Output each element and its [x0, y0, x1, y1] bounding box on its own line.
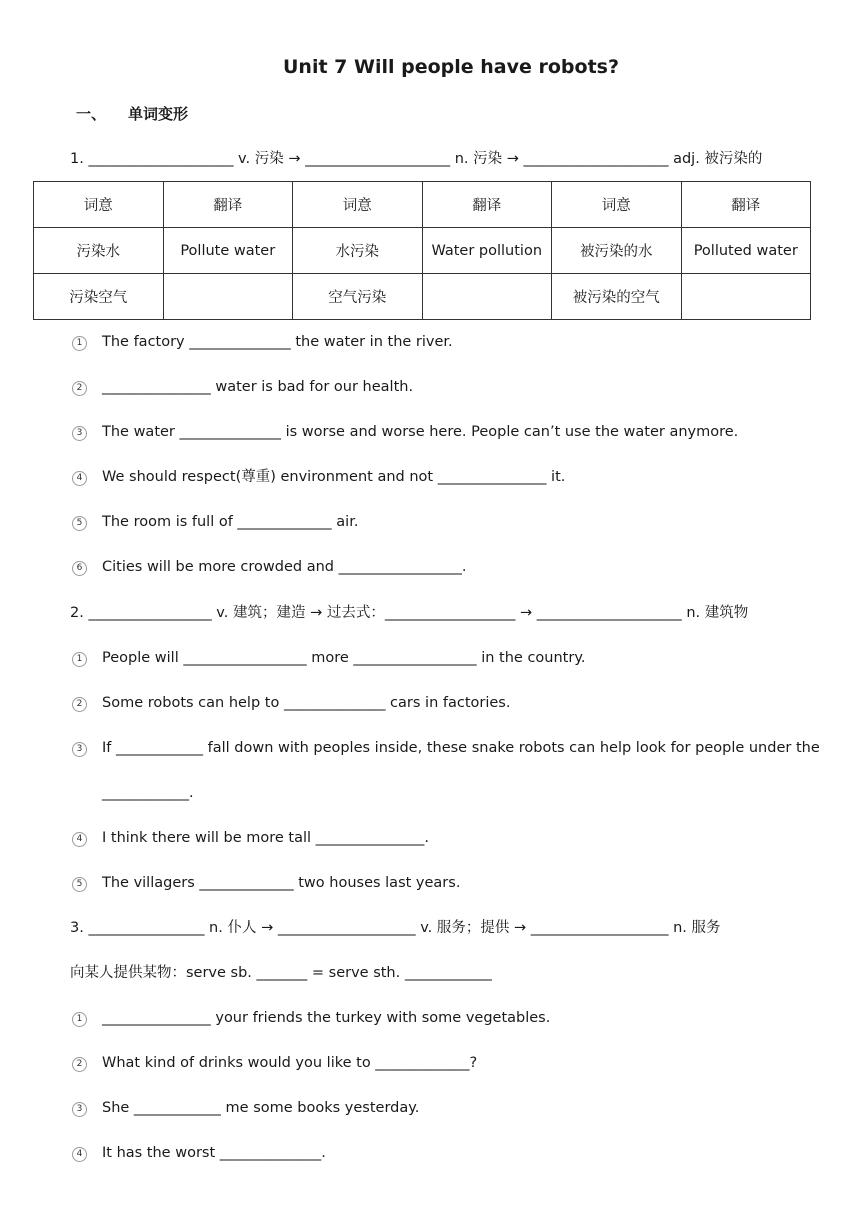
item-number: 3 — [72, 742, 87, 757]
item-text: _______________ your friends the turkey with some vegetables. — [102, 1010, 551, 1026]
item-text: Some robots can help to ______________ cars in factories. — [102, 695, 511, 711]
item-text: _______________ water is bad for our health. — [102, 379, 414, 395]
item-text: The factory ______________ the water in the river. — [102, 334, 453, 350]
item-text: The room is full of _____________ air. — [102, 514, 359, 530]
item-text: If ____________ fall down with peoples inside, these snake robots can help look for people under the — [102, 740, 820, 756]
item-number: 4 — [72, 832, 87, 847]
question-1-header: 1. ____________________ v. 污染 → ____________________ n. 污染 → ____________________ adj. 被污染的 — [70, 151, 763, 167]
section-heading — [76, 103, 188, 124]
table-cell: 翻译 — [163, 182, 293, 228]
table-row — [34, 274, 811, 320]
page-title: Unit 7 Will people have robots? — [283, 56, 619, 78]
list-item-continuation — [102, 783, 830, 803]
item-number: 2 — [72, 1057, 87, 1072]
list-item — [72, 873, 830, 893]
list-item — [72, 557, 830, 577]
item-number: 6 — [72, 561, 87, 576]
item-number: 1 — [72, 652, 87, 667]
table-cell: 被污染的空气 — [552, 274, 682, 320]
list-item — [72, 467, 830, 487]
table-cell: 词意 — [552, 182, 682, 228]
list-item — [72, 1008, 830, 1028]
table-cell: 污染水 — [34, 228, 164, 274]
section-number: 一、 — [76, 105, 107, 123]
item-text: Cities will be more crowded and _________________. — [102, 559, 467, 575]
table-cell: 水污染 — [293, 228, 423, 274]
list-item — [72, 693, 830, 713]
table-cell: 污染空气 — [34, 274, 164, 320]
item-number: 2 — [72, 697, 87, 712]
item-number: 3 — [72, 426, 87, 441]
table-cell: 被污染的水 — [552, 228, 682, 274]
question-3-note: 向某人提供某物：serve sb. _______ = serve sth. ____________ — [70, 965, 492, 981]
list-item — [72, 1098, 830, 1118]
question-3-header: 3. ________________ n. 仆人 → ___________________ v. 服务；提供 → ___________________ n. 服务 — [70, 920, 721, 936]
item-text: The water ______________ is worse and worse here. People can’t use the water anymore. — [102, 424, 739, 440]
item-text: It has the worst ______________. — [102, 1145, 326, 1161]
item-text: People will _________________ more _________________ in the country. — [102, 650, 586, 666]
blank-cell[interactable] — [681, 274, 811, 320]
item-text: What kind of drinks would you like to _____________? — [102, 1055, 478, 1071]
list-item — [72, 512, 830, 532]
item-number: 1 — [72, 336, 87, 351]
list-item — [72, 332, 830, 352]
list-item — [72, 648, 830, 668]
list-item — [72, 828, 830, 848]
list-item — [72, 422, 830, 442]
table-cell: 词意 — [34, 182, 164, 228]
item-text: ____________. — [102, 785, 194, 801]
question-2-header: 2. _________________ v. 建筑；建造 → 过去式：__________________ → ____________________ n. 建筑物 — [70, 605, 749, 621]
list-item — [72, 1143, 830, 1163]
blank-cell[interactable] — [422, 274, 552, 320]
item-number: 4 — [72, 471, 87, 486]
item-number: 4 — [72, 1147, 87, 1162]
item-number: 2 — [72, 381, 87, 396]
item-number: 3 — [72, 1102, 87, 1117]
table-cell: Polluted water — [681, 228, 811, 274]
table-row — [34, 228, 811, 274]
item-text: The villagers _____________ two houses last years. — [102, 875, 461, 891]
blank-cell[interactable] — [163, 274, 293, 320]
item-text: She ____________ me some books yesterday. — [102, 1100, 420, 1116]
table-cell: Pollute water — [163, 228, 293, 274]
list-item — [72, 738, 830, 758]
translation-table — [33, 181, 811, 320]
section-label: 单词变形 — [128, 105, 189, 123]
table-cell: 空气污染 — [293, 274, 423, 320]
table-cell: 翻译 — [681, 182, 811, 228]
list-item — [72, 377, 830, 397]
item-number: 5 — [72, 877, 87, 892]
item-number: 5 — [72, 516, 87, 531]
list-item — [72, 1053, 830, 1073]
table-row — [34, 182, 811, 228]
table-cell: 词意 — [293, 182, 423, 228]
item-number: 1 — [72, 1012, 87, 1027]
table-cell: 翻译 — [422, 182, 552, 228]
item-text: I think there will be more tall _______________. — [102, 830, 430, 846]
item-text: We should respect(尊重) environment and not _______________ it. — [102, 469, 566, 485]
table-cell: Water pollution — [422, 228, 552, 274]
